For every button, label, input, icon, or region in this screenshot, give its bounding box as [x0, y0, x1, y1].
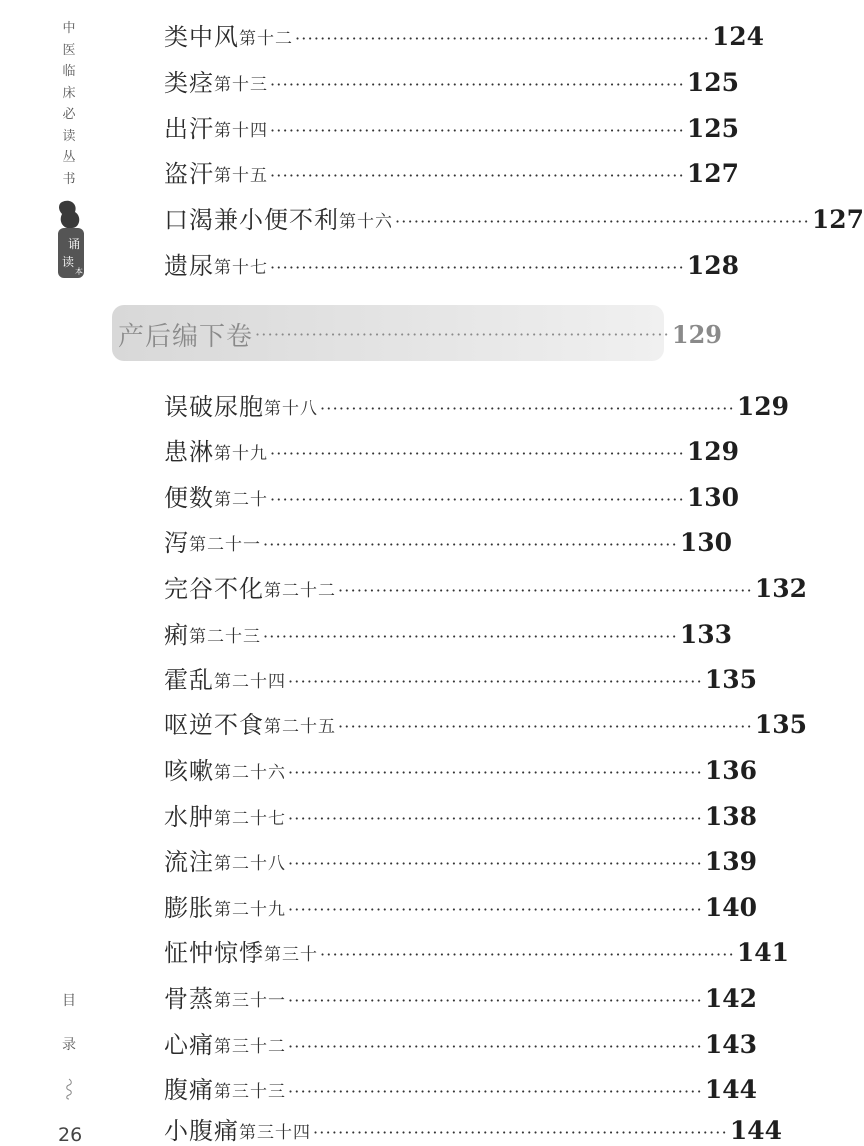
entry-title: 呕逆不食 [164, 711, 264, 739]
leader-dots: ·································································· [270, 490, 685, 509]
side-toc-char: 录 [62, 1037, 76, 1053]
entry-number: 第二十四 [214, 672, 286, 692]
leader-dots: ·································································· [338, 717, 753, 736]
leader-dots: ·································································· [288, 900, 703, 919]
svg-text:本: 本 [75, 267, 83, 276]
entry-number: 第三十四 [239, 1123, 311, 1143]
side-toc-char: 目 [62, 993, 76, 1009]
toc-entry[interactable] [164, 568, 808, 604]
leader-dots: ·································································· [288, 809, 703, 828]
ornament-icon [64, 1078, 74, 1100]
leader-dots: ·································································· [288, 1037, 703, 1056]
entry-title: 霍乱 [164, 666, 214, 694]
entry-title: 便数 [164, 484, 214, 512]
leader-dots: ·································································· [263, 627, 678, 646]
svg-text:读: 读 [61, 255, 75, 269]
entry-page: 130 [679, 528, 733, 557]
toc-entry[interactable] [164, 522, 733, 558]
entry-page: 132 [754, 574, 808, 603]
entry-page: 138 [704, 802, 758, 831]
entry-title: 盗汗 [164, 160, 214, 188]
toc-entry[interactable] [164, 1069, 758, 1105]
entry-title: 遗尿 [164, 252, 214, 280]
leader-dots: ·································································· [395, 212, 810, 231]
toc-entry[interactable] [164, 796, 758, 832]
entry-page: 144 [729, 1116, 783, 1145]
leader-dots: ·································································· [288, 991, 703, 1010]
leader-dots: ·································································· [295, 29, 710, 48]
series-title-char: 临 [62, 64, 76, 79]
entry-page: 125 [686, 68, 740, 97]
toc-entry[interactable] [164, 245, 740, 281]
toc-entry[interactable] [164, 16, 765, 52]
toc-entry[interactable] [164, 431, 740, 467]
entry-number: 第二十八 [214, 854, 286, 874]
entry-number: 第三十 [264, 945, 318, 965]
entry-page: 124 [711, 22, 765, 51]
entry-title: 类痉 [164, 69, 214, 97]
entry-number: 第二十七 [214, 809, 286, 829]
toc-entry[interactable] [164, 62, 740, 98]
entry-number: 第二十 [214, 490, 268, 510]
series-title-char: 必 [62, 107, 76, 122]
entry-page: 127 [811, 205, 864, 234]
entry-title: 流注 [164, 848, 214, 876]
section-page: 129 [671, 319, 722, 349]
entry-page: 125 [686, 114, 740, 143]
toc-entry[interactable] [164, 659, 758, 695]
leader-dots: ·································································· [320, 945, 735, 964]
leader-dots: ·································································· [288, 1082, 703, 1101]
entry-page: 129 [736, 392, 790, 421]
entry-page: 129 [686, 437, 740, 466]
entry-number: 第二十五 [264, 717, 336, 737]
series-title-char: 书 [62, 171, 76, 187]
section-heading[interactable] [118, 314, 722, 354]
leader-dots: ·································································· [320, 399, 735, 418]
reader-logo-icon [56, 198, 86, 280]
leader-dots: ·································································· [288, 854, 703, 873]
toc-entry[interactable] [164, 614, 733, 650]
toc-entry[interactable] [164, 108, 740, 144]
leader-dots: ·································································· [270, 444, 685, 463]
series-title-char: 床 [62, 85, 76, 101]
svg-text:诵: 诵 [67, 237, 81, 251]
entry-number: 第二十九 [214, 900, 286, 920]
entry-number: 第十九 [214, 444, 268, 464]
entry-number: 第十三 [214, 75, 268, 95]
entry-title: 痢 [164, 621, 189, 649]
toc-entry[interactable] [164, 932, 790, 968]
leader-dots: ·································································· [270, 166, 685, 185]
entry-number: 第十七 [214, 258, 268, 278]
entry-title: 完谷不化 [164, 575, 264, 603]
entry-title: 小腹痛 [164, 1117, 239, 1145]
series-title-char: 丛 [62, 150, 76, 165]
entry-page: 142 [704, 984, 758, 1013]
entry-page: 140 [704, 893, 758, 922]
entry-number: 第二十六 [214, 763, 286, 783]
toc-entry[interactable] [164, 153, 740, 189]
entry-page: 141 [736, 938, 790, 967]
entry-number: 第二十三 [189, 627, 261, 647]
leader-dots: ·································································· [263, 535, 678, 554]
toc-entry[interactable] [164, 386, 790, 422]
entry-title: 水肿 [164, 803, 214, 831]
leader-dots: ·································································· [270, 258, 685, 277]
entry-number: 第二十一 [189, 535, 261, 555]
entry-number: 第三十一 [214, 991, 286, 1011]
entry-title: 口渴兼小便不利 [164, 206, 339, 234]
series-title-char: 中 [62, 21, 76, 36]
toc-entry[interactable] [164, 199, 864, 235]
entry-title: 类中风 [164, 23, 239, 51]
entry-page: 135 [754, 710, 808, 739]
series-title-char: 读 [62, 128, 76, 144]
toc-entry[interactable] [164, 477, 740, 513]
leader-dots: ·································································· [338, 581, 753, 600]
section-title: 产后编下卷 [118, 321, 254, 352]
toc-entry[interactable] [164, 1024, 758, 1060]
entry-page: 130 [686, 483, 740, 512]
series-title [60, 18, 78, 190]
entry-page: 139 [704, 847, 758, 876]
entry-page: 136 [704, 756, 758, 785]
page-number: 26 [58, 1124, 83, 1146]
entry-page: 144 [704, 1075, 758, 1104]
toc-entry[interactable] [164, 750, 758, 786]
entry-title: 骨蒸 [164, 985, 214, 1013]
toc-entry[interactable] [164, 978, 758, 1014]
entry-title: 咳嗽 [164, 757, 214, 785]
leader-dots: ·································································· [270, 121, 685, 140]
series-title-char: 医 [62, 42, 76, 58]
entry-page: 135 [704, 665, 758, 694]
entry-title: 出汗 [164, 115, 214, 143]
toc-entry[interactable] [164, 841, 758, 877]
toc-entry[interactable] [164, 704, 808, 740]
entry-number: 第十四 [214, 121, 268, 141]
entry-page: 133 [679, 620, 733, 649]
toc-entry[interactable] [164, 1110, 783, 1146]
entry-number: 第十六 [339, 212, 393, 232]
entry-number: 第十五 [214, 166, 268, 186]
entry-title: 误破尿胞 [164, 393, 264, 421]
leader-dots: ·································································· [255, 324, 670, 344]
leader-dots: ·································································· [313, 1123, 728, 1142]
entry-number: 第十二 [239, 29, 293, 49]
entry-title: 膨胀 [164, 894, 214, 922]
leader-dots: ·································································· [270, 75, 685, 94]
entry-title: 怔忡惊悸 [164, 939, 264, 967]
entry-title: 患淋 [164, 438, 214, 466]
entry-page: 127 [686, 159, 740, 188]
entry-number: 第二十二 [264, 581, 336, 601]
leader-dots: ·································································· [288, 763, 703, 782]
entry-title: 心痛 [164, 1031, 214, 1059]
entry-number: 第三十三 [214, 1082, 286, 1102]
entry-title: 腹痛 [164, 1076, 214, 1104]
leader-dots: ·································································· [288, 672, 703, 691]
toc-entry[interactable] [164, 887, 758, 923]
entry-page: 143 [704, 1030, 758, 1059]
entry-number: 第三十二 [214, 1037, 286, 1057]
entry-page: 128 [686, 251, 740, 280]
entry-title: 泻 [164, 529, 189, 557]
entry-number: 第十八 [264, 399, 318, 419]
